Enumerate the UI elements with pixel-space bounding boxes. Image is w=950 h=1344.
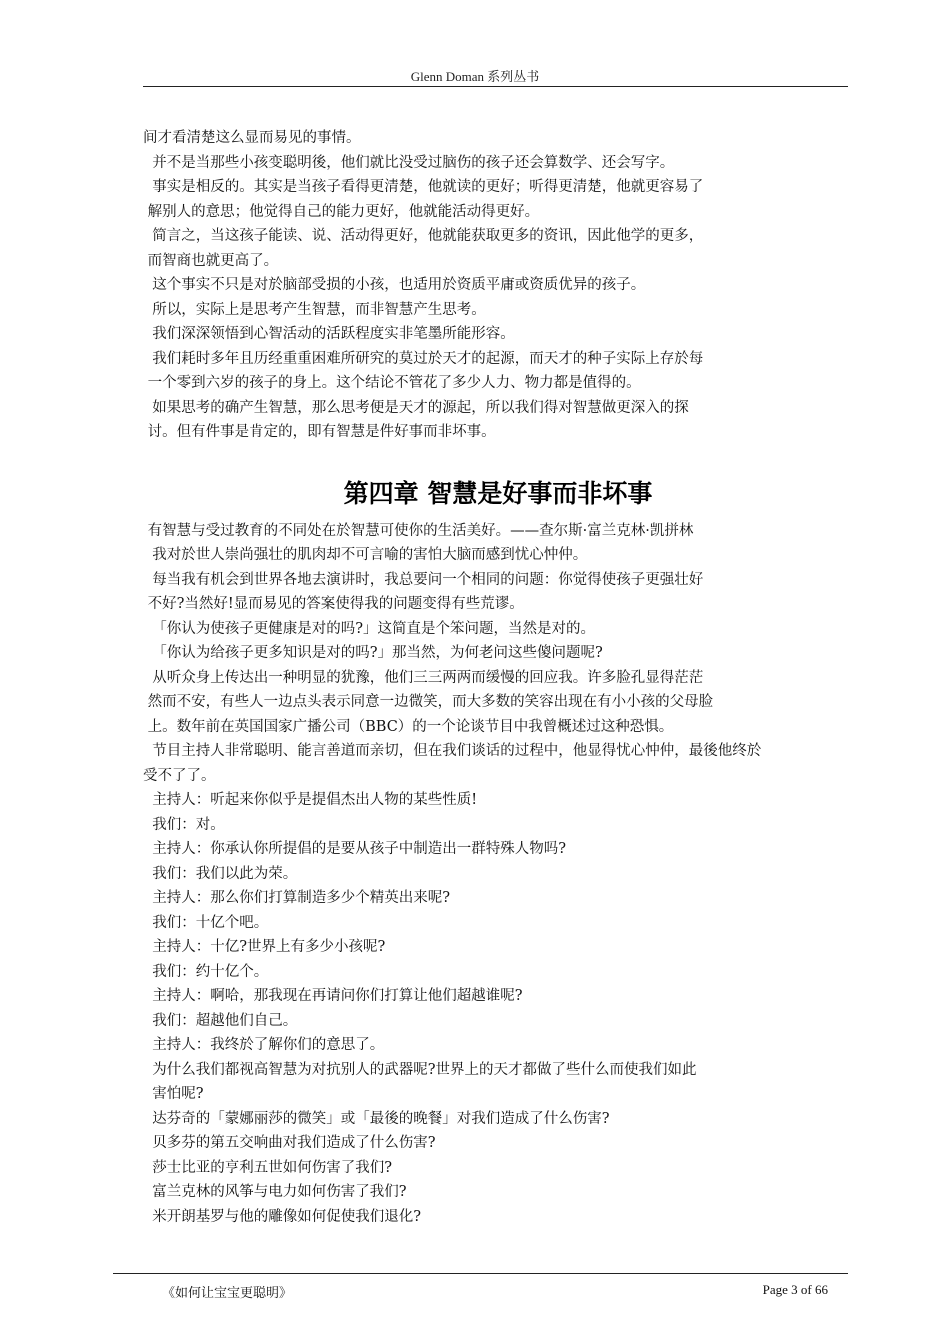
text-line: 莎士比亚的亨利五世如何伤害了我们?: [143, 1159, 392, 1176]
text-line: 达芬奇的「蒙娜丽莎的微笑」或「最後的晚餐」对我们造成了什么伤害?: [143, 1110, 610, 1127]
text-line: 我对於世人崇尚强壮的肌肉却不可言喻的害怕大脑而感到忧心忡仲。: [143, 547, 588, 563]
paragraphs-before-chapter: [143, 126, 853, 445]
text-line: 米开朗基罗与他的雕像如何促使我们退化?: [143, 1208, 421, 1225]
text-line: 富兰克林的风筝与电力如何伤害了我们?: [143, 1184, 407, 1200]
text-line: 害怕呢?: [143, 1086, 204, 1102]
text-line: 我们：超越他们自己。: [143, 1012, 298, 1029]
text-line: 主持人：啊哈，那我现在再请问你们打算让他们超越谁呢?: [143, 988, 523, 1004]
text-line: 我们深深领悟到心智活动的活跃程度实非笔墨所能形容。: [143, 326, 515, 342]
text-line: 而智商也就更高了。: [143, 252, 279, 269]
text-line: 间才看清楚这么显而易见的事情。: [143, 130, 361, 146]
text-line: 我们耗时多年且历经重重困难所研究的莫过於天才的起源，而天才的种子实际上存於每: [143, 350, 704, 367]
text-line: 主持人：那么你们打算制造多少个精英出来呢?: [143, 890, 450, 906]
text-line: 节目主持人非常聪明、能言善道而亲切，但在我们谈话的过程中，他显得忧心忡仲，最後他终於: [143, 743, 762, 759]
document-body: [143, 126, 853, 1229]
footer-book-title: 《如何让宝宝更聪明》: [162, 1285, 293, 1300]
text-line: 「你认为给孩子更多知识是对的吗?」那当然，为何老问这些傻问题呢?: [143, 645, 603, 661]
chapter-heading: 第四章 智慧是好事而非坏事: [343, 478, 653, 508]
text-line: 有智慧与受过教育的不同处在於智慧可使你的生活美好。——查尔斯·富兰克林·凯拼林: [143, 522, 694, 539]
text-line: 主持人：听起来你似乎是提倡杰出人物的某些性质!: [143, 792, 478, 808]
text-line: 主持人：你承认你所提倡的是要从孩子中制造出一群特殊人物吗?: [143, 841, 566, 857]
text-line: 主持人：我终於了解你们的意思了。: [143, 1037, 385, 1053]
text-line: 简言之，当这孩子能读、说、活动得更好，他就能获取更多的资讯，因此他学的更多，: [143, 228, 704, 244]
text-line: 讨。但有件事是肯定的，即有智慧是件好事而非坏事。: [143, 424, 496, 440]
running-header: Glenn Doman 系列丛书: [410, 69, 540, 84]
paragraphs-after-chapter: [143, 519, 853, 1230]
text-line: 从听众身上传达出一种明显的犹豫，他们三三两两而缓慢的回应我。许多脸孔显得茫茫: [143, 669, 704, 686]
text-line: 「你认为使孩子更健康是对的吗?」这简直是个笨问题，当然是对的。: [143, 620, 595, 637]
section-gap: [143, 445, 853, 459]
header-divider: [143, 86, 848, 87]
text-line: 每当我有机会到世界各地去演讲时，我总要问一个相同的问题：你觉得使孩子更强壮好: [143, 571, 704, 588]
text-line: 贝多芬的第五交响曲对我们造成了什么伤害?: [143, 1135, 436, 1151]
page-number: Page 3 of 66: [762, 1282, 828, 1297]
text-line: 不好?当然好!显而易见的答案使得我的问题变得有些荒谬。: [143, 596, 524, 612]
text-line: 受不了了。: [143, 767, 216, 784]
text-line: 为什么我们都视高智慧为对抗别人的武器呢?世界上的天才都做了些什么而使我们如此: [143, 1061, 697, 1078]
text-line: 一个零到六岁的孩子的身上。这个结论不管花了多少人力、物力都是值得的。: [143, 375, 641, 391]
text-line: 我们：约十亿个。: [143, 963, 269, 980]
text-line: 如果思考的确产生智慧，那么思考便是天才的源起，所以我们得对智慧做更深入的探: [143, 399, 689, 416]
text-line: 这个事实不只是对於脑部受损的小孩，也适用於资质平庸或资质优异的孩子。: [143, 277, 646, 293]
text-line: 我们：十亿个吧。: [143, 914, 269, 931]
text-line: 我们：对。: [143, 816, 225, 833]
text-line: 主持人：十亿?世界上有多少小孩呢?: [143, 939, 386, 955]
footer-divider: [113, 1273, 848, 1274]
text-line: 事实是相反的。其实是当孩子看得更清楚，他就读的更好；听得更清楚，他就更容易了: [143, 179, 704, 195]
text-line: 然而不安，有些人一边点头表示同意一边微笑，而大多数的笑容出现在有小小孩的父母脸: [143, 694, 714, 710]
text-line: 我们：我们以此为荣。: [143, 865, 298, 882]
text-line: 解别人的意思；他觉得自己的能力更好，他就能活动得更好。: [143, 203, 540, 220]
text-line: 并不是当那些小孩变聪明後，他们就比没受过脑伤的孩子还会算数学、还会写字。: [143, 154, 675, 171]
text-line: 上。数年前在英国国家广播公司（BBC）的一个论谈节目中我曾概述过这种恐惧。: [143, 718, 674, 735]
text-line: 所以，实际上是思考产生智慧，而非智慧产生思考。: [143, 301, 486, 318]
